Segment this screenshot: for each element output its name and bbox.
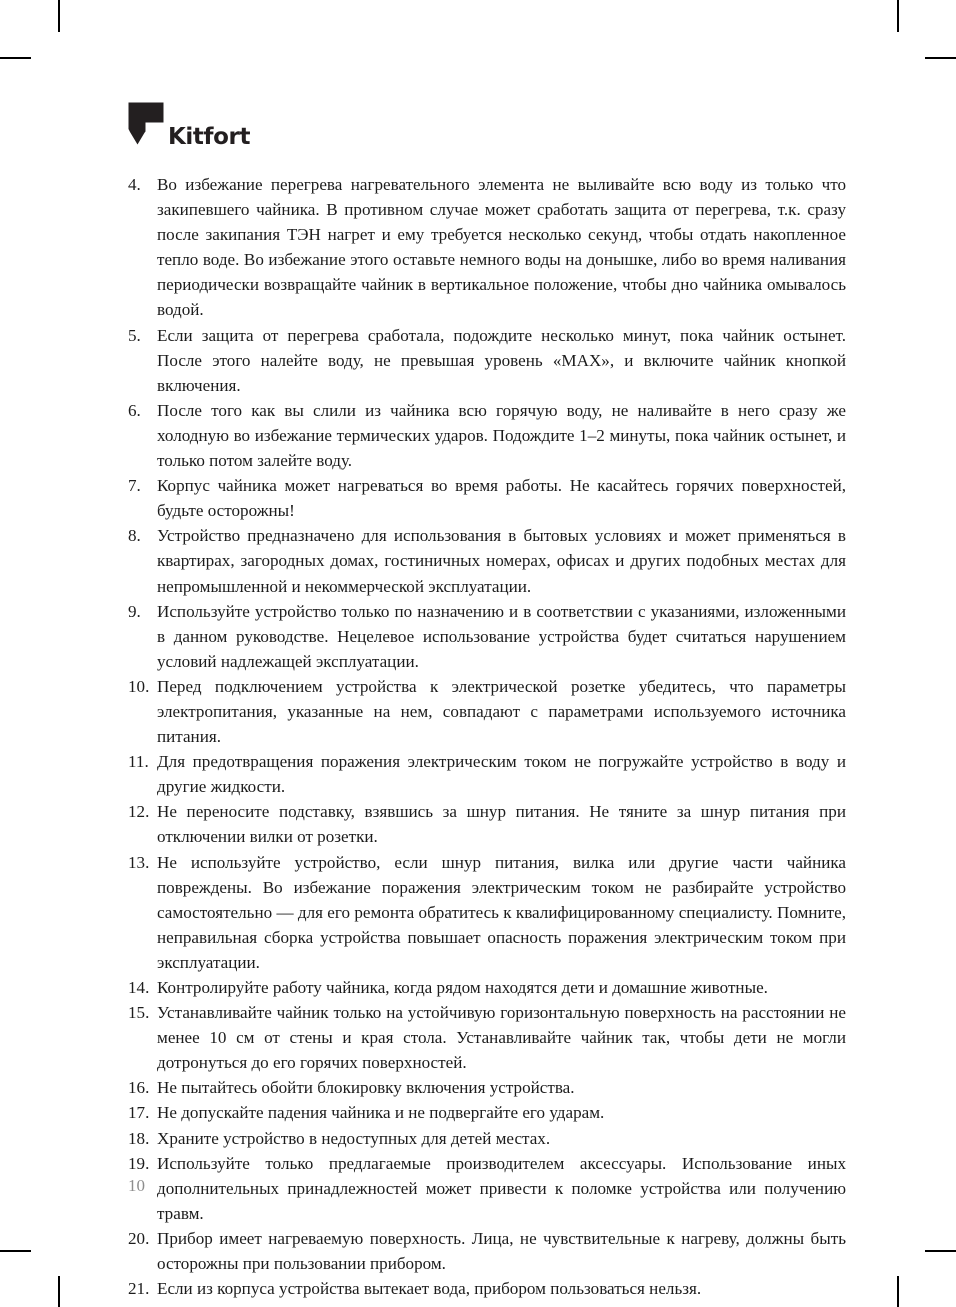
list-item-number: 13. <box>128 852 150 872</box>
list-item <box>128 323 846 398</box>
list-item-text: Контролируйте работу чайника, когда рядом находятся дети и домашние животные. <box>157 978 768 997</box>
list-item-number: 10. <box>128 676 150 696</box>
list-item-number: 8. <box>128 526 141 546</box>
list-item-number: 15. <box>128 1003 150 1023</box>
list-item-text: Прибор имеет нагреваемую поверхность. Лица, не чувствительные к нагреву, должны быть осторожны при пользовании прибором. <box>157 1228 846 1274</box>
list-item-text: Храните устройство в недоступных для детей местах. <box>157 1128 551 1148</box>
list-item-text: Если защита от перегрева сработала, подождите несколько минут, пока чайник остынет. После этого налейте воду, не превышая уровень «MAX», и включите чайник кнопкой включения. <box>157 325 846 395</box>
list-item-text: После того как вы слили из чайника всю горячую воду, не наливайте в него сразу же холодную во избежание термических ударов. Подождите 1–2 минуты, пока чайник остынет, и только потом залейте воду. <box>157 400 846 471</box>
brand-name: Kitfort <box>168 124 251 150</box>
page-number: 10 <box>128 1176 145 1195</box>
list-item-text: Корпус чайника может нагреваться во время работы. Не касайтесь горячих поверхностей, будьте осторожны! <box>157 476 846 521</box>
list-item-text: Не используйте устройство, если шнур питания, вилка или другие части чайника повреждены. Во избежание поражения электрическим током не разбирайте устройство самостоятельно — для его ремонта обратитесь к квалифицированному специалисту. Помните, неправильная сборка устройства повышает опасность поражения электрическим током при эксплуатации. <box>157 852 846 972</box>
list-item-number: 12. <box>128 802 150 822</box>
list-item-text: Устройство предназначено для использования в бытовых условиях и может применяться в квартирах, загородных домах, гостиничных номерах, офисах и других подобных местах для непромышленной и некоммерческой эксплуатации. <box>157 526 846 596</box>
list-item-number: 7. <box>128 476 141 496</box>
list-item-number: 21. <box>128 1279 150 1299</box>
list-item-number: 19. <box>128 1153 150 1173</box>
list-item <box>128 674 846 749</box>
list-item-number: 11. <box>128 752 149 772</box>
list-item-text: Устанавливайте чайник только на устойчивую горизонтальную поверхность на расстоянии не менее 10 см от стены и края стола. Устанавливайте чайник так, чтобы дети не могли дотронуться до его горячих поверхностей. <box>157 1003 846 1073</box>
list-item <box>128 850 846 975</box>
list-item-text: Во избежание перегрева нагревательного элемента не выливайте всю воду из только что закипевшего чайника. В противном случае может сработать защита от перегрева, т.к. сразу после закипания ТЭН нагрет и ему требуется несколько секунд, чтобы отдать накопленное тепло воде. Во избежание этого оставьте немного воды на донышке, либо во время наливания периодически возвращайте чайник в вертикальное положение, чтобы дно чайника омывалось водой. <box>157 175 846 320</box>
list-item-text: Если из корпуса устройства вытекает вода, прибором пользоваться нельзя. <box>157 1279 702 1299</box>
list-item-text: Не допускайте падения чайника и не подвергайте его ударам. <box>157 1103 605 1123</box>
brand-logo <box>128 96 250 152</box>
list-item <box>128 749 846 799</box>
list-item-text: Не пытайтесь обойти блокировку включения устройства. <box>157 1078 575 1098</box>
list-item-number: 18. <box>128 1128 150 1148</box>
list-item <box>128 1075 846 1100</box>
list-item-text: Для предотвращения поражения электрическим током не погружайте устройство в воду и другие жидкости. <box>157 752 846 797</box>
list-item <box>128 1151 846 1226</box>
list-item-number: 14. <box>128 978 150 997</box>
safety-instructions-list <box>128 172 846 1301</box>
list-item-text: Используйте только предлагаемые производителем аксессуары. Использование иных дополнительных принадлежностей может привести к поломке устройства или получению травм. <box>157 1153 846 1223</box>
list-item-number: 16. <box>128 1078 150 1098</box>
list-item-number: 17. <box>128 1103 150 1123</box>
safety-instructions-section <box>128 172 846 1301</box>
list-item <box>128 1100 846 1125</box>
list-item <box>128 172 846 323</box>
list-item-number: 20. <box>128 1228 150 1248</box>
list-item <box>128 799 846 849</box>
list-item <box>128 599 846 674</box>
list-item <box>128 1126 846 1151</box>
list-item <box>128 523 846 598</box>
kitfort-flag-icon <box>128 102 164 152</box>
list-item <box>128 398 846 473</box>
list-item-number: 4. <box>128 175 141 194</box>
list-item-text: Используйте устройство только по назначению и в соответствии с указаниями, изложенными в данном руководстве. Нецелевое использование устройства будет считаться нарушением условий надлежащей эксплуатации. <box>157 601 846 671</box>
list-item-number: 6. <box>128 400 141 420</box>
list-item-number: 9. <box>128 601 141 621</box>
list-item-number: 5. <box>128 325 141 345</box>
list-item-text: Перед подключением устройства к электрической розетке убедитесь, что параметры электропитания, указанные на нем, совпадают с параметрами используемого источника питания. <box>157 676 846 747</box>
list-item <box>128 1000 846 1075</box>
list-item <box>128 1226 846 1276</box>
list-item <box>128 1276 846 1301</box>
list-item-text: Не переносите подставку, взявшись за шнур питания. Не тяните за шнур питания при отключении вилки от розетки. <box>157 802 846 847</box>
list-item <box>128 975 846 1000</box>
list-item <box>128 473 846 523</box>
